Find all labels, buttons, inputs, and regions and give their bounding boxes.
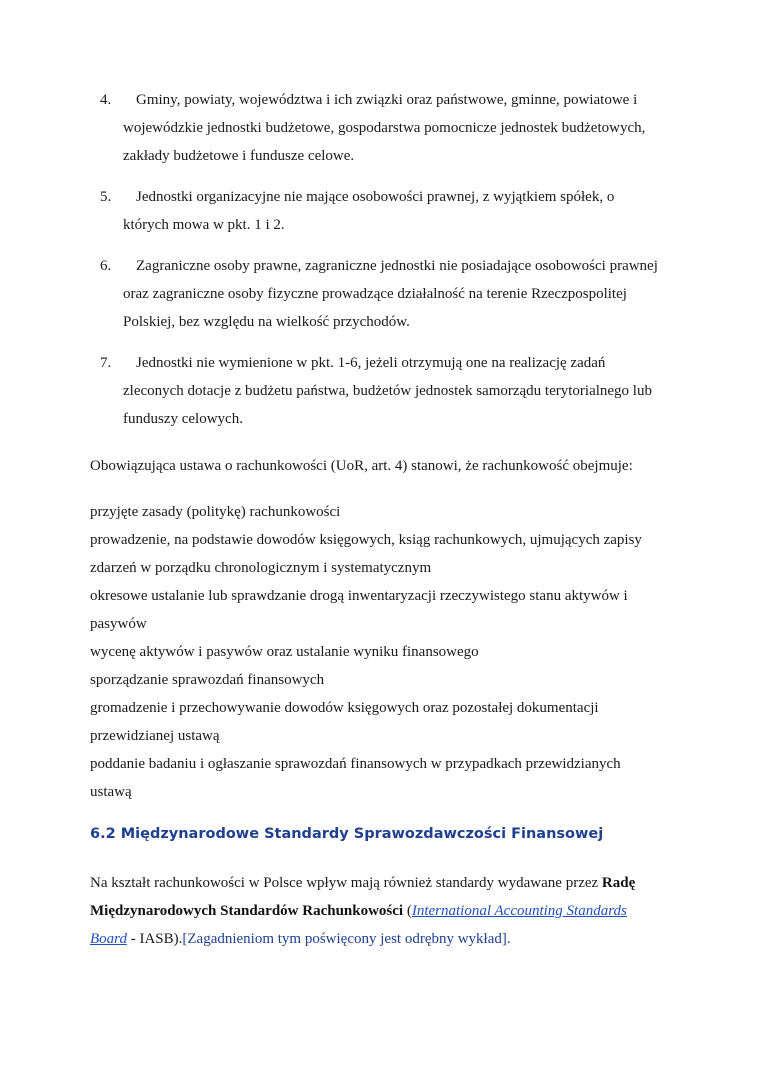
iasb-link[interactable]: Board <box>90 931 127 947</box>
list-item-text: Polskiej, bez względu na wielkość przychodów. <box>123 314 410 330</box>
intro-paragraph: Obowiązująca ustawa o rachunkowości (UoR, art. 4) stanowi, że rachunkowość obejmuje: <box>90 458 633 474</box>
list-item-text: zleconych dotacje z budżetu państwa, budżetów jednostek samorządu terytorialnego lub <box>123 383 652 399</box>
final-paragraph-line <box>90 925 690 953</box>
final-paragraph <box>90 869 690 953</box>
list-item-text: funduszy celowych. <box>123 411 243 427</box>
final-bold-text: Radę <box>601 875 636 891</box>
scope-line: okresowe ustalanie lub sprawdzanie drogą inwentaryzacji rzeczywistego stanu aktywów i <box>90 588 628 604</box>
scope-line: ustawą <box>90 784 132 800</box>
list-item-number: 7. <box>100 355 112 371</box>
scope-line: wycenę aktywów i pasywów oraz ustalanie wyniku finansowego <box>90 644 479 660</box>
scope-line: przewidzianej ustawą <box>90 728 220 744</box>
list-item-text: Jednostki organizacyjne nie mające osobowości prawnej, z wyjątkiem spółek, o <box>136 189 615 205</box>
lecture-note: [Zagadnieniom tym poświęcony jest odrębny wykład]. <box>182 931 511 947</box>
scope-line: zdarzeń w porządku chronologicznym i systematycznym <box>90 560 432 576</box>
list-item-text: Zagraniczne osoby prawne, zagraniczne jednostki nie posiadające osobowości prawnej <box>136 258 658 274</box>
scope-line: poddanie badaniu i ogłaszanie sprawozdań finansowych w przypadkach przewidzianych <box>90 756 621 772</box>
list-item-text: wojewódzkie jednostki budżetowe, gospodarstwa pomocnicze jednostek budżetowych, <box>123 120 646 136</box>
final-text: ( <box>403 903 412 919</box>
scope-line: gromadzenie i przechowywanie dowodów księgowych oraz pozostałej dokumentacji <box>90 700 599 716</box>
final-paragraph-line <box>90 897 690 925</box>
list-item-text: których mowa w pkt. 1 i 2. <box>123 217 285 233</box>
final-paragraph-line <box>90 869 690 897</box>
final-text: - IASB). <box>126 931 183 947</box>
final-bold-text: Międzynarodowych Standardów Rachunkowości <box>90 903 404 919</box>
list-item-number: 5. <box>100 189 112 205</box>
scope-list <box>90 498 690 806</box>
final-text: Na kształt rachunkowości w Polsce wpływ mają również standardy wydawane przez <box>90 875 602 891</box>
section-heading: 6.2 Międzynarodowe Standardy Sprawozdawczości Finansowej <box>90 826 604 842</box>
scope-line: pasywów <box>90 616 147 632</box>
list-item-text: Gminy, powiaty, województwa i ich związki oraz państwowe, gminne, powiatowe i <box>136 92 638 108</box>
scope-line: sporządzanie sprawozdań finansowych <box>90 672 325 688</box>
scope-line: przyjęte zasady (politykę) rachunkowości <box>90 504 341 520</box>
iasb-link[interactable]: International Accounting Standards <box>411 903 627 919</box>
list-item-text: Jednostki nie wymienione w pkt. 1-6, jeżeli otrzymują one na realizację zadań <box>136 355 606 371</box>
list-item-number: 4. <box>100 92 112 108</box>
list-item-number: 6. <box>100 258 112 274</box>
list-item-text: oraz zagraniczne osoby fizyczne prowadzące działalność na terenie Rzeczpospolitej <box>123 286 627 302</box>
scope-line: prowadzenie, na podstawie dowodów księgowych, ksiąg rachunkowych, ujmujących zapisy <box>90 532 642 548</box>
list-item-text: zakłady budżetowe i fundusze celowe. <box>123 148 355 164</box>
